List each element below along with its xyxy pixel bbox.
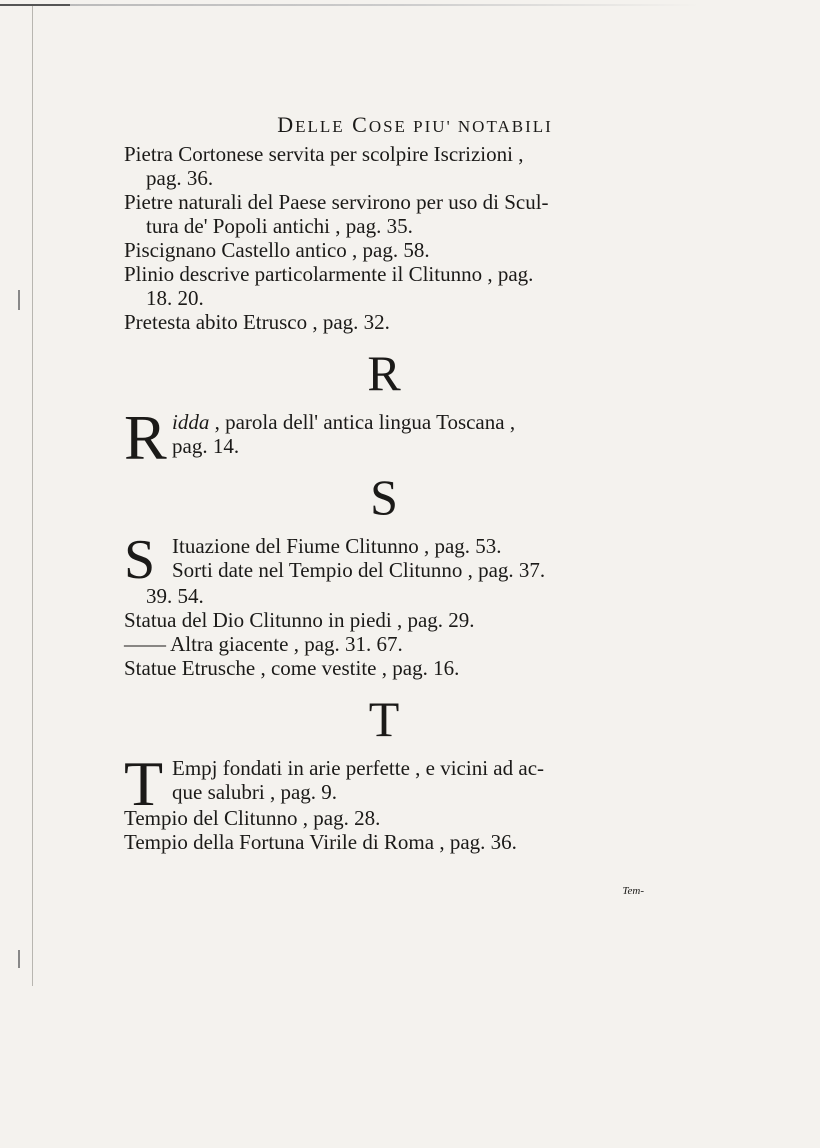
- section-letter-r: R: [367, 345, 401, 401]
- index-entry: Pietre naturali del Paese servirono per uso di Scul- tura de' Popoli antichi , pag. 35.: [124, 190, 549, 238]
- section-letter-s: S: [370, 469, 398, 525]
- entry-continuation: 39. 54.: [146, 584, 204, 608]
- margin-mark: [18, 290, 20, 310]
- drop-entry-s: S Ituazione del Fiume Clitunno , pag. 53. Sorti date nel Tempio del Clitunno , pag. 37.: [124, 529, 546, 591]
- margin-mark: [18, 950, 20, 968]
- index-entry: Statue Etrusche , come vestite , pag. 16.: [124, 656, 460, 680]
- catchword: Tem-: [622, 885, 644, 897]
- index-entry: Statua del Dio Clitunno in piedi , pag. 29.: [124, 608, 475, 632]
- index-entry: Pietra Cortonese servita per scolpire Iscrizioni , pag. 36.: [124, 142, 524, 190]
- drop-cap: R: [124, 402, 167, 473]
- section-letter-t: T: [368, 691, 400, 747]
- index-page: [124, 112, 644, 897]
- index-entry: Plinio descrive particolarmente il Clitunno , pag. 18. 20.: [124, 262, 534, 310]
- page-edge: [32, 6, 33, 986]
- index-entry: Pretesta abito Etrusco , pag. 32.: [124, 310, 390, 334]
- top-rule: [0, 4, 820, 6]
- drop-cap: T: [124, 748, 164, 819]
- drop-entry-t: T Empj fondati in arie perfette , e vicini ad ac- que salubri , pag. 9.: [124, 748, 545, 819]
- index-entry: Tempio del Clitunno , pag. 28.: [124, 806, 381, 830]
- index-entry: Piscignano Castello antico , pag. 58.: [124, 238, 430, 262]
- page-header: DELLE COSE PIU' NOTABILI: [277, 112, 553, 137]
- index-entry: Tempio della Fortuna Virile di Roma , pag. 36.: [124, 830, 517, 854]
- drop-entry-r: R idda , parola dell' antica lingua Toscana , pag. 14.: [124, 402, 516, 473]
- drop-cap: S: [124, 529, 156, 591]
- index-entry: —— Altra giacente , pag. 31. 67.: [124, 632, 403, 656]
